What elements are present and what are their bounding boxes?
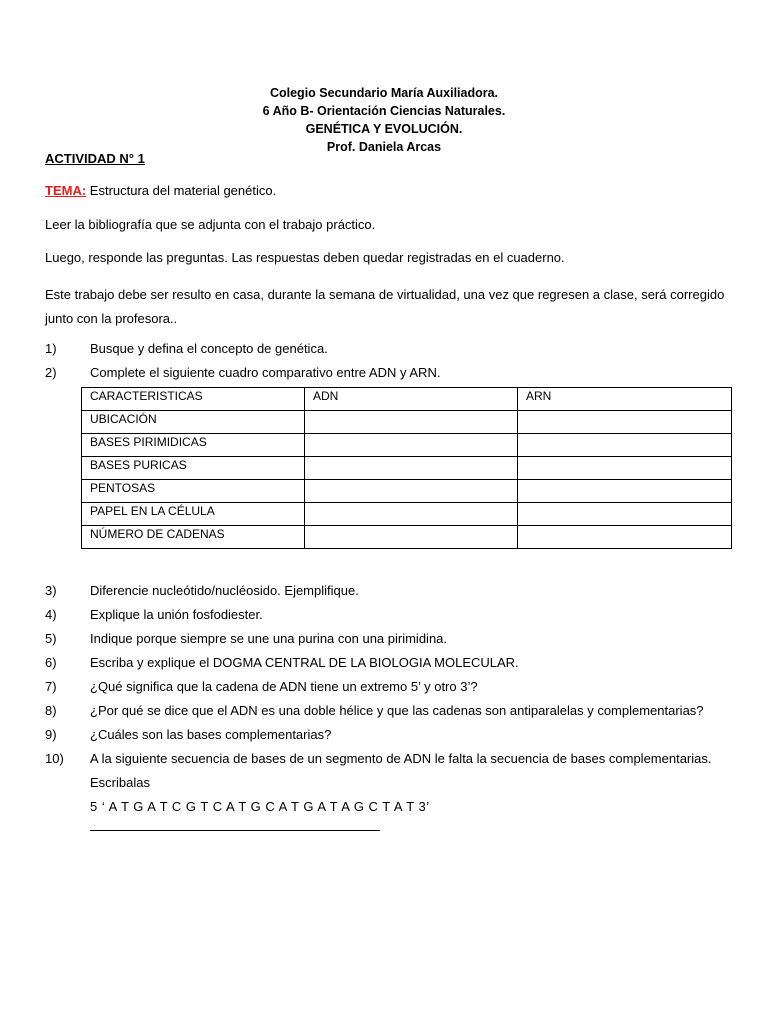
question-number: 1) bbox=[45, 341, 57, 356]
question-item bbox=[45, 703, 704, 718]
table-row-label: BASES PIRIMIDICAS bbox=[82, 434, 305, 457]
topic-label: TEMA: bbox=[45, 183, 87, 198]
table-row-label: BASES PURICAS bbox=[82, 457, 305, 480]
question-item bbox=[45, 631, 447, 646]
table-cell-arn[interactable] bbox=[518, 480, 732, 503]
instruction-paragraph: Leer la bibliografía que se adjunta con el trabajo práctico. bbox=[45, 217, 376, 232]
document-header bbox=[0, 84, 768, 156]
topic-text: Estructura del material genético. bbox=[86, 183, 277, 198]
table-cell-adn[interactable] bbox=[305, 411, 518, 434]
instruction-paragraph: Este trabajo debe ser resulto en casa, durante la semana de virtualidad, una vez que regresen a clase, será corregido junto con la profesora.. bbox=[45, 287, 725, 326]
question-number: 4) bbox=[45, 607, 57, 622]
answer-blank-line[interactable] bbox=[90, 830, 380, 831]
dna-sequence: 5 ‘ A T G A T C G T C A T G C A T G A T A G C T A T 3’ bbox=[90, 799, 430, 814]
question-number: 3) bbox=[45, 583, 57, 598]
question-number: 8) bbox=[45, 703, 57, 718]
school-name: Colegio Secundario María Auxiliadora. bbox=[269, 86, 499, 100]
question-item bbox=[45, 655, 519, 670]
question-item bbox=[45, 341, 328, 356]
question-text: ¿Por qué se dice que el ADN es una doble hélice y que las cadenas son antiparalelas y complementarias? bbox=[90, 703, 704, 718]
question-text: Explique la unión fosfodiester. bbox=[90, 607, 263, 622]
table-cell-arn[interactable] bbox=[518, 503, 732, 526]
teacher-name: Prof. Daniela Arcas bbox=[326, 140, 442, 154]
table-row bbox=[82, 526, 732, 549]
question-item bbox=[45, 583, 359, 598]
comparison-table bbox=[81, 387, 732, 549]
question-number: 5) bbox=[45, 631, 57, 646]
subject-title: GENÉTICA Y EVOLUCIÓN. bbox=[305, 122, 463, 136]
question-text: Complete el siguiente cuadro comparativo entre ADN y ARN. bbox=[90, 365, 441, 380]
table-row-label: UBICACIÓN bbox=[82, 411, 305, 434]
question-text: Indique porque siempre se une una purina con una pirimidina. bbox=[90, 631, 448, 646]
topic-line bbox=[45, 183, 276, 198]
table-cell-adn[interactable] bbox=[305, 434, 518, 457]
table-header-cell: ARN bbox=[518, 388, 732, 411]
table-cell-adn[interactable] bbox=[305, 457, 518, 480]
table-row bbox=[82, 503, 732, 526]
question-text: Diferencie nucleótido/nucléosido. Ejemplifique. bbox=[90, 583, 359, 598]
question-text: Busque y defina el concepto de genética. bbox=[90, 341, 328, 356]
instruction-paragraph: Luego, responde las preguntas. Las respuestas deben quedar registradas en el cuaderno. bbox=[45, 250, 565, 265]
question-item bbox=[45, 751, 712, 766]
question-number: 6) bbox=[45, 655, 57, 670]
table-cell-adn[interactable] bbox=[305, 480, 518, 503]
table-row-label: PENTOSAS bbox=[82, 480, 305, 503]
table-cell-adn[interactable] bbox=[305, 503, 518, 526]
activity-title: ACTIVIDAD N° 1 bbox=[45, 151, 145, 166]
table-header-cell: ADN bbox=[305, 388, 518, 411]
question-item bbox=[45, 607, 263, 622]
table-header-cell: CARACTERISTICAS bbox=[82, 388, 305, 411]
question-number: 9) bbox=[45, 727, 57, 742]
table-row bbox=[82, 480, 732, 503]
table-row-label: NÚMERO DE CADENAS bbox=[82, 526, 305, 549]
table-cell-arn[interactable] bbox=[518, 411, 732, 434]
question-item bbox=[45, 365, 440, 380]
question-text: ¿Cuáles son las bases complementarias? bbox=[90, 727, 332, 742]
table-header-row bbox=[82, 388, 732, 411]
table-cell-arn[interactable] bbox=[518, 434, 732, 457]
question-number: 10) bbox=[45, 751, 64, 766]
question-number: 7) bbox=[45, 679, 57, 694]
question-item bbox=[45, 727, 331, 742]
table-row bbox=[82, 411, 732, 434]
table-row-label: PAPEL EN LA CÉLULA bbox=[82, 503, 305, 526]
course-name: 6 Año B- Orientación Ciencias Naturales. bbox=[262, 104, 506, 118]
table-row bbox=[82, 457, 732, 480]
question-text: ¿Qué significa que la cadena de ADN tiene un extremo 5’ y otro 3’? bbox=[90, 679, 478, 694]
question-number: 2) bbox=[45, 365, 57, 380]
table-cell-arn[interactable] bbox=[518, 526, 732, 549]
question-text: A la siguiente secuencia de bases de un segmento de ADN le falta la secuencia de bases complementarias. bbox=[90, 751, 712, 766]
write-instruction: Escribalas bbox=[90, 775, 150, 790]
question-item bbox=[45, 679, 478, 694]
question-text: Escriba y explique el DOGMA CENTRAL DE LA BIOLOGIA MOLECULAR. bbox=[90, 655, 519, 670]
table-cell-adn[interactable] bbox=[305, 526, 518, 549]
table-row bbox=[82, 434, 732, 457]
table-cell-arn[interactable] bbox=[518, 457, 732, 480]
